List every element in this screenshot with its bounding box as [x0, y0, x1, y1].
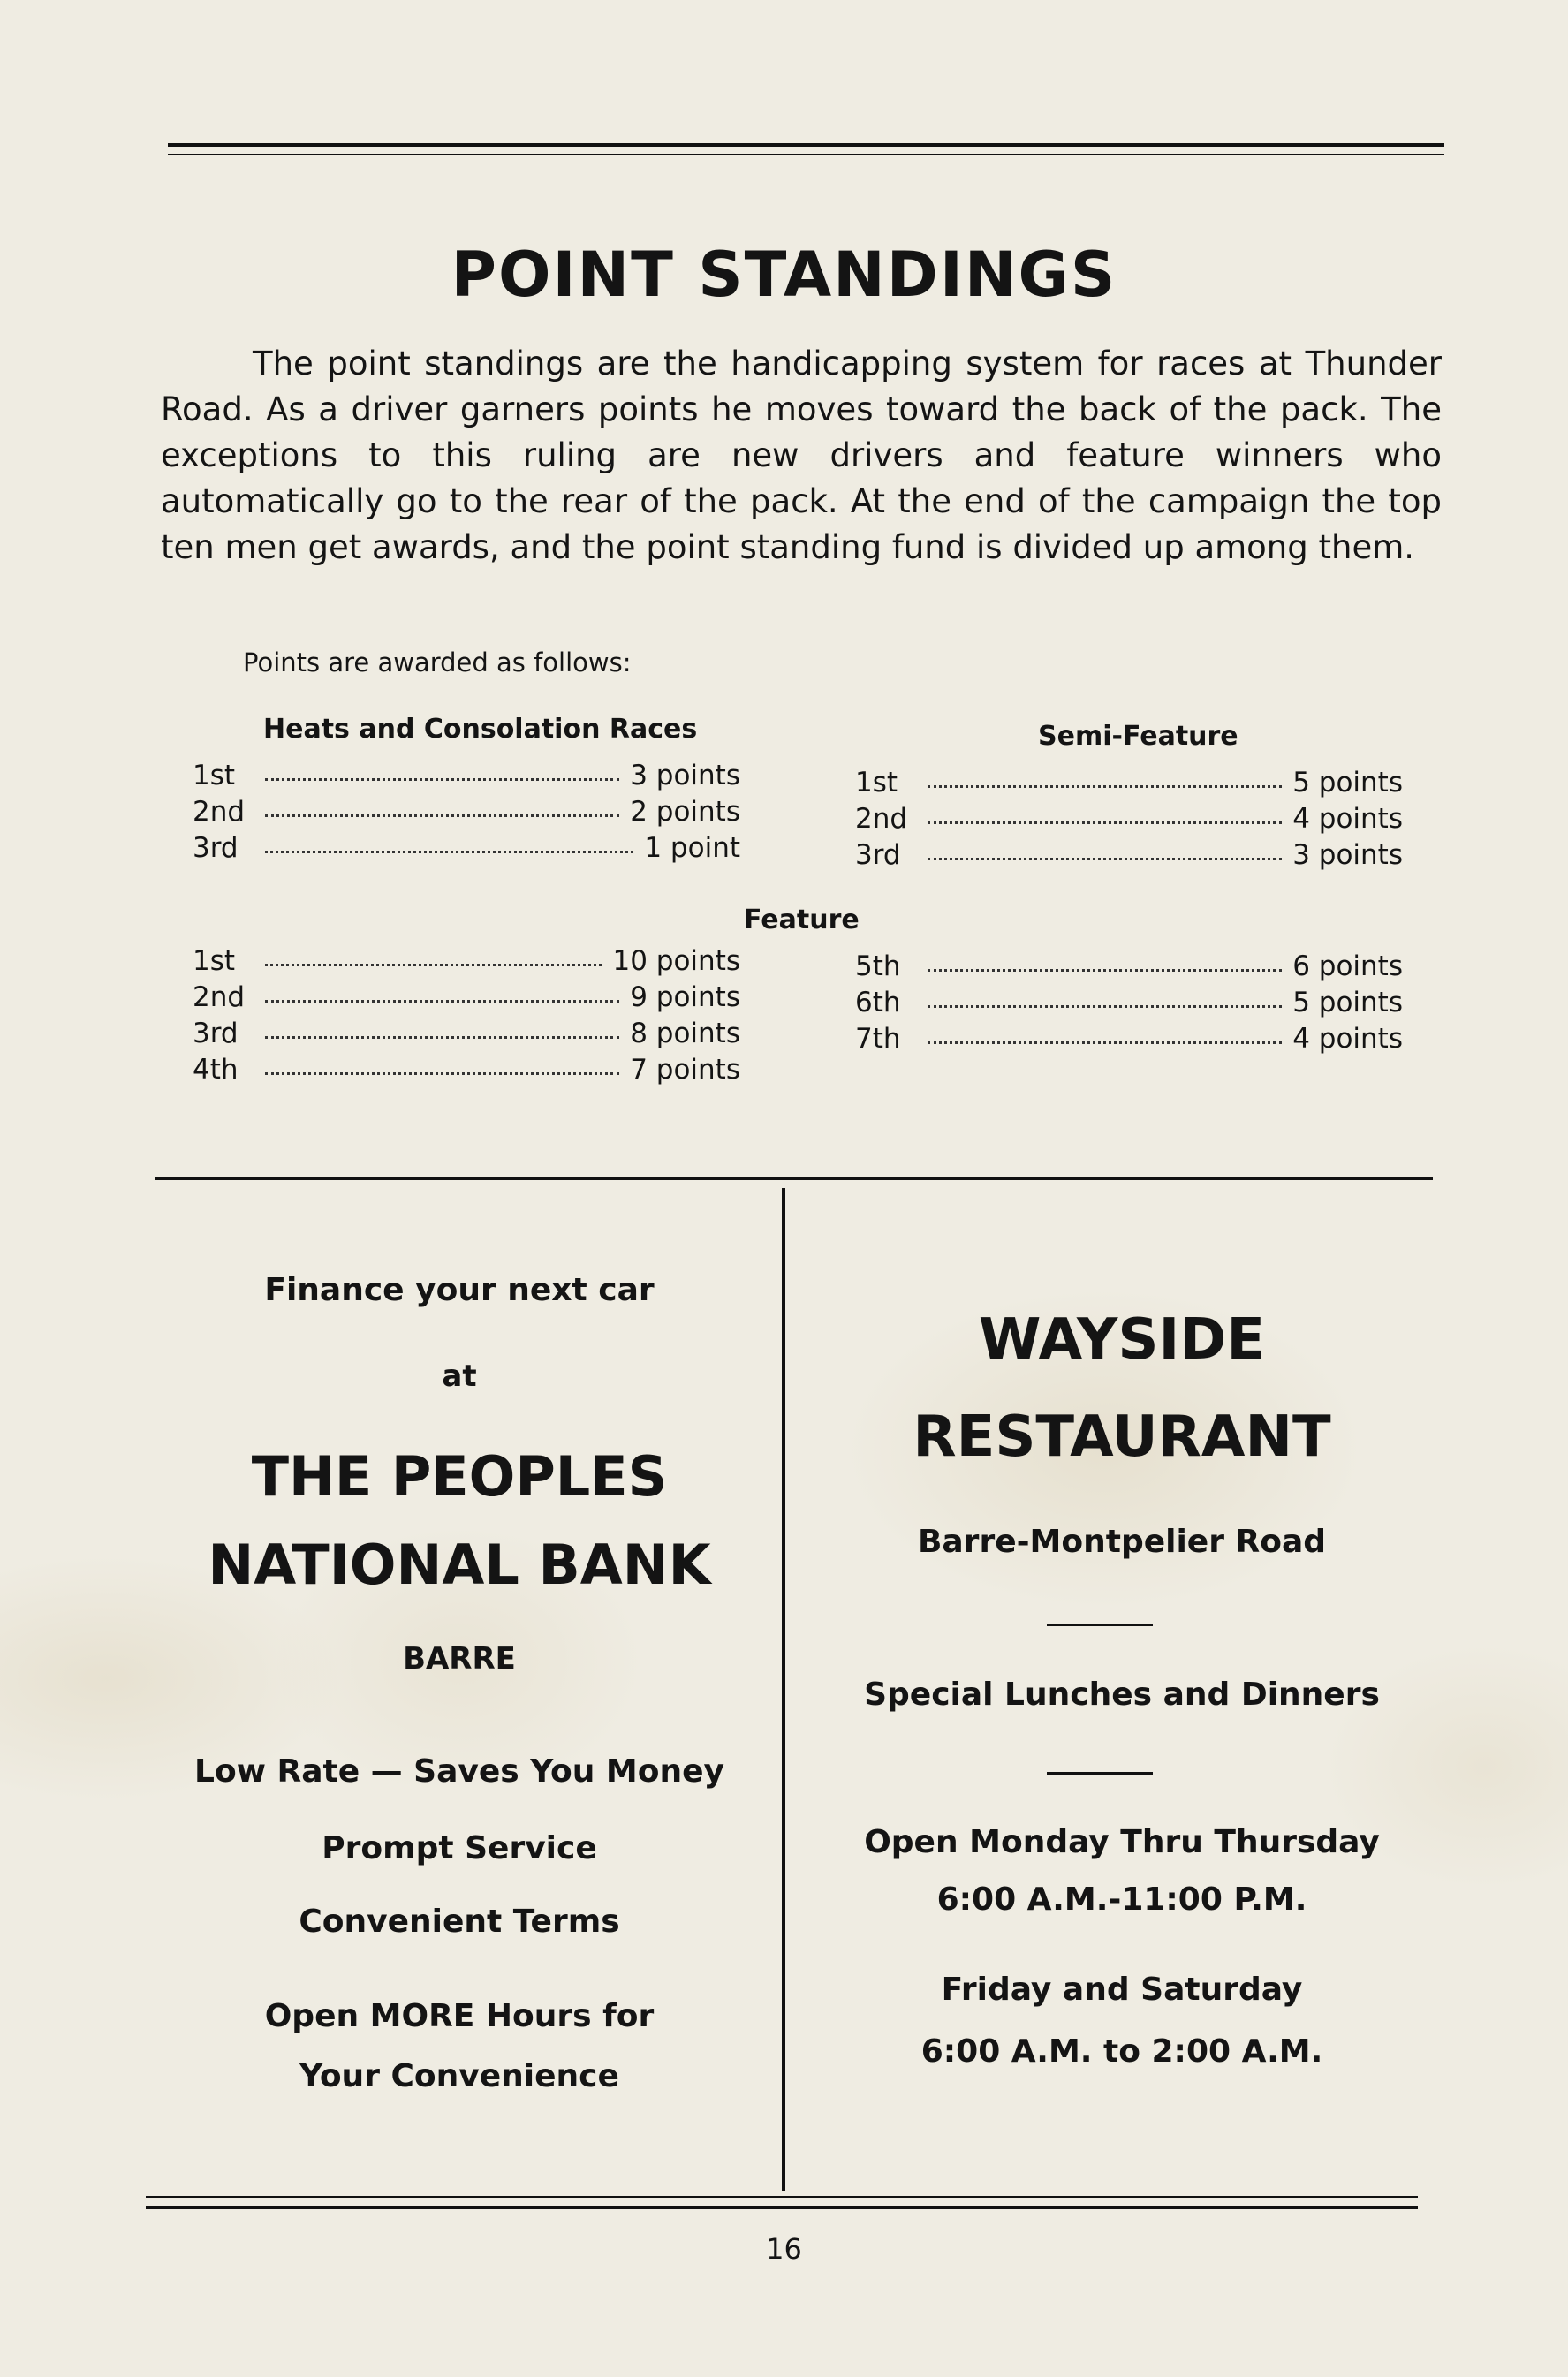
points-value: 4 points	[1292, 1023, 1403, 1055]
feature-row	[855, 1023, 1403, 1058]
place-label: 2nd	[855, 803, 908, 835]
top-rule	[168, 143, 1444, 147]
page-title: POINT STANDINGS	[451, 238, 1117, 311]
ad-divider	[782, 1188, 785, 2191]
restaurant-specials: Special Lunches and Dinners	[864, 1677, 1380, 1713]
feature-row	[193, 981, 740, 1017]
points-value: 8 points	[630, 1018, 740, 1049]
leader-dots	[265, 1000, 619, 1003]
points-value: 5 points	[1292, 987, 1403, 1018]
place-label: 6th	[855, 987, 901, 1018]
restaurant-name2: RESTAURANT	[913, 1404, 1331, 1470]
place-label: 2nd	[193, 981, 246, 1013]
awarded-label: Points are awarded as follows:	[243, 647, 632, 678]
heats-row	[193, 832, 740, 867]
feature-heading: Feature	[744, 905, 860, 935]
top-rule-thin	[168, 154, 1444, 155]
middle-rule	[155, 1177, 1433, 1180]
leader-dots	[928, 821, 1282, 824]
page-number: 16	[766, 2232, 802, 2266]
restaurant-hours2-days: Friday and Saturday	[941, 1972, 1303, 2008]
points-value: 7 points	[630, 1054, 740, 1086]
leader-dots	[928, 969, 1282, 972]
bank-feature4: Open MORE Hours for	[264, 1998, 655, 2034]
bank-feature3: Convenient Terms	[299, 1904, 620, 1940]
feature-row	[193, 945, 740, 980]
points-value: 10 points	[612, 945, 740, 977]
leader-dots	[928, 858, 1282, 860]
leader-dots	[928, 1041, 1282, 1044]
feature-row	[855, 950, 1403, 986]
place-label: 1st	[193, 945, 236, 977]
points-value: 5 points	[1292, 767, 1403, 799]
restaurant-name1: WAYSIDE	[978, 1307, 1266, 1373]
place-label: 3rd	[855, 839, 901, 871]
intro-paragraph: The point standings are the handicapping system for races at Thunder Road. As a driver garners points he moves toward the back of the pack. The exceptions to this ruling are new drivers and feature winners who automatically go to the rear of the pack. At the end of the campaign the top ten men get awards, and the point standing fund is divided up among them.	[161, 344, 1442, 566]
bank-city: BARRE	[403, 1641, 516, 1677]
heats-heading: Heats and Consolation Races	[263, 714, 698, 745]
points-value: 3 points	[630, 760, 740, 791]
place-label: 7th	[855, 1023, 901, 1055]
leader-dots	[265, 1072, 619, 1075]
feature-row	[193, 1054, 740, 1089]
semi-row	[855, 839, 1403, 874]
place-label: 4th	[193, 1054, 239, 1086]
bottom-rule-thin	[146, 2196, 1418, 2198]
restaurant-hours1-days: Open Monday Thru Thursday	[864, 1824, 1380, 1860]
points-value: 4 points	[1292, 803, 1403, 835]
feature-row	[193, 1018, 740, 1053]
leader-dots	[265, 814, 619, 817]
restaurant-location: Barre-Montpelier Road	[917, 1524, 1327, 1560]
place-label: 3rd	[193, 832, 239, 864]
bank-name1: THE PEOPLES	[251, 1444, 668, 1509]
heats-row	[193, 796, 740, 831]
restaurant-ad	[804, 1307, 1440, 2102]
place-label: 1st	[193, 760, 236, 791]
points-value: 9 points	[630, 981, 740, 1013]
leader-dots	[928, 1005, 1282, 1008]
points-value: 2 points	[630, 796, 740, 828]
feature-row	[855, 987, 1403, 1022]
bottom-rule	[146, 2206, 1418, 2209]
points-value: 3 points	[1292, 839, 1403, 871]
heats-row	[193, 760, 740, 795]
semi-row	[855, 767, 1403, 802]
restaurant-hours2-time: 6:00 A.M. to 2:00 A.M.	[920, 2033, 1323, 2070]
place-label: 3rd	[193, 1018, 239, 1049]
bank-feature2: Prompt Service	[322, 1830, 597, 1866]
semi-heading: Semi-Feature	[1038, 721, 1238, 752]
leader-dots	[265, 851, 633, 853]
bank-feature1: Low Rate — Saves You Money	[194, 1753, 724, 1790]
leader-dots	[265, 1036, 619, 1039]
place-label: 2nd	[193, 796, 246, 828]
bank-line2: at	[442, 1359, 477, 1394]
bank-name2: NATIONAL BANK	[208, 1533, 711, 1597]
restaurant-hours1-time: 6:00 A.M.-11:00 P.M.	[936, 1881, 1307, 1918]
place-label: 1st	[855, 767, 898, 799]
leader-dots	[265, 964, 602, 966]
bank-feature5: Your Convenience	[299, 2058, 619, 2094]
points-value: 1 point	[644, 832, 740, 864]
leader-dots	[265, 778, 619, 781]
bank-line1: Finance your next car	[264, 1272, 655, 1308]
semi-row	[855, 803, 1403, 838]
restaurant-short-rule	[1047, 1624, 1153, 1626]
points-value: 6 points	[1292, 950, 1403, 982]
bank-ad	[141, 1254, 777, 2138]
place-label: 5th	[855, 950, 901, 982]
restaurant-short-rule	[1047, 1772, 1153, 1775]
leader-dots	[928, 785, 1282, 788]
